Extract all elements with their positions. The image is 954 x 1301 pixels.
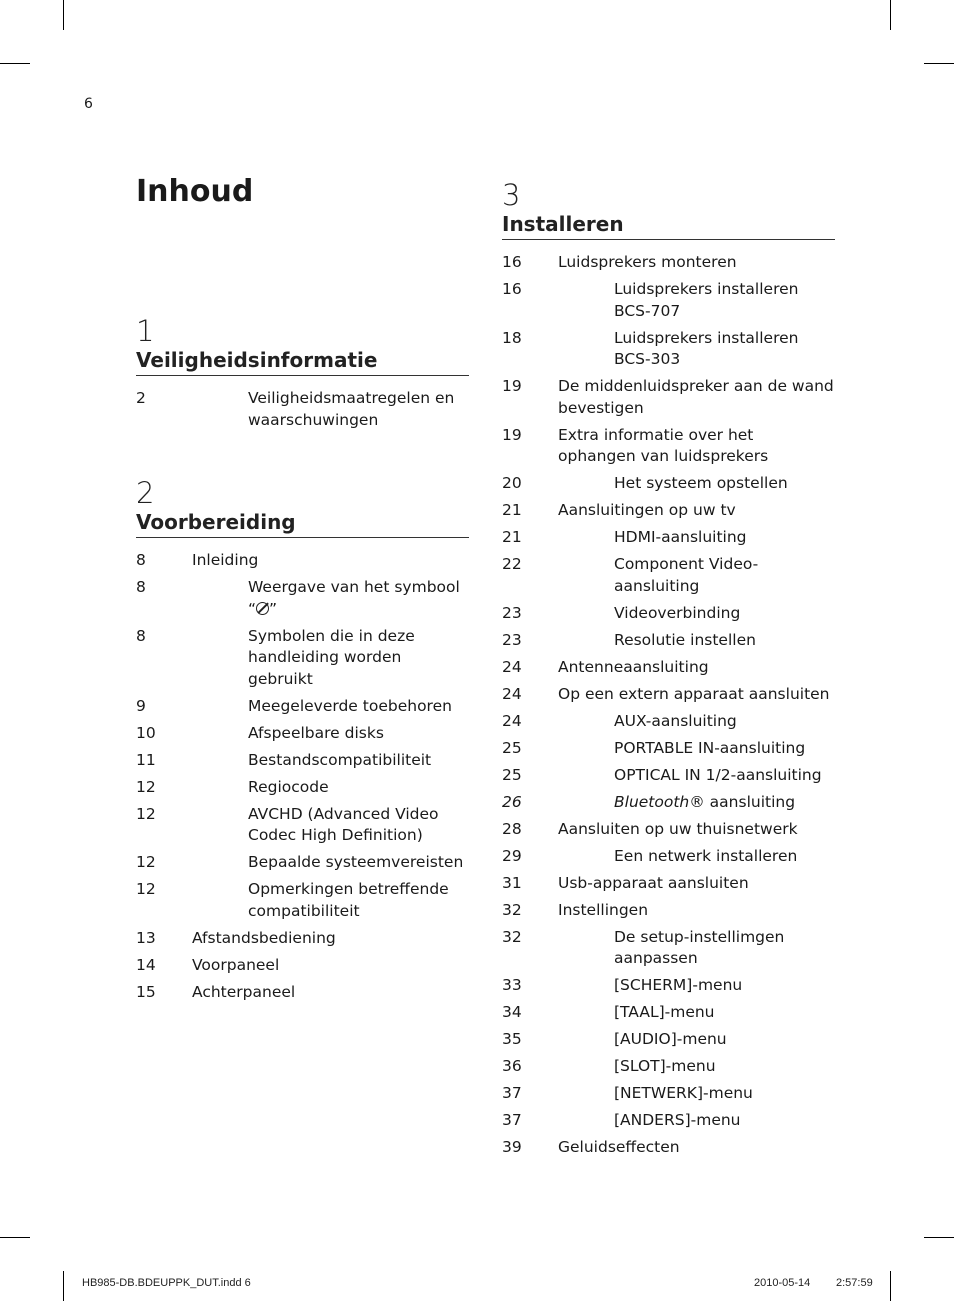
toc-entry-label: De middenluidspreker aan de wand bevestigen (558, 377, 834, 417)
toc-entry-label: AUX-aansluiting (614, 711, 737, 730)
toc-entry (502, 927, 835, 970)
toc-entry-label: Afstandsbediening (192, 928, 336, 947)
toc-entry-text (248, 626, 469, 691)
toc-entry-text (558, 252, 835, 274)
toc-page-number: 11 (136, 750, 156, 769)
toc-entry-text (614, 975, 835, 997)
toc-entry-label: Aansluiten op uw thuisnetwerk (558, 819, 798, 838)
toc-entry-label: ® aansluiting (689, 792, 796, 811)
toc-page-number: 31 (502, 873, 522, 892)
toc-entry-label: Regiocode (248, 777, 329, 796)
toc-page-number: 14 (136, 955, 156, 974)
prohibited-symbol-icon (256, 602, 269, 615)
toc-entry (136, 626, 469, 691)
toc-entry-text (614, 473, 835, 495)
toc-entry (502, 603, 835, 625)
toc-entry-text (558, 425, 835, 468)
toc-entry (502, 684, 835, 706)
toc-page-number: 29 (502, 846, 522, 865)
toc-entry-italic-text: Bluetooth (614, 792, 690, 811)
toc-entry-text (614, 792, 835, 814)
toc-entry-label: Voorpaneel (192, 955, 280, 974)
crop-mark (63, 0, 64, 30)
toc-entry-label: Een netwerk installeren (614, 846, 798, 865)
toc-entry-text (614, 1056, 835, 1078)
toc-page-number: 19 (502, 377, 522, 395)
toc-entry-label: De setup-instellimgen aanpassen (614, 927, 785, 967)
toc-entry-label: [AUDIO]-menu (614, 1030, 727, 1048)
toc-page-number: 12 (136, 853, 156, 871)
toc-page-number: 24 (502, 657, 522, 676)
toc-entry (502, 554, 835, 597)
toc-page-number: 32 (502, 900, 522, 919)
toc-entry-text (614, 1002, 835, 1024)
toc-page-number: 2 (136, 389, 146, 407)
toc-entry (136, 696, 469, 718)
toc-section-3 (502, 180, 835, 1164)
toc-entry (502, 1110, 835, 1132)
toc-entry-label: Luidsprekers monteren (558, 253, 737, 271)
toc-page-number: 12 (136, 777, 156, 796)
toc-page-number: 33 (502, 976, 522, 994)
toc-page-number: 21 (502, 528, 522, 546)
toc-entry (136, 852, 469, 874)
toc-entry (502, 1002, 835, 1024)
toc-entry (502, 765, 835, 787)
crop-mark (890, 0, 891, 30)
toc-entry (502, 252, 835, 274)
toc-entry-text (614, 711, 835, 733)
toc-entry (502, 846, 835, 868)
toc-entry-text (248, 777, 469, 799)
toc-page-number: 25 (502, 765, 522, 784)
toc-page-number: 16 (502, 253, 522, 271)
toc-page-number: 36 (502, 1057, 522, 1075)
toc-entry (136, 550, 469, 572)
toc-entry-label: [TAAL]-menu (614, 1003, 715, 1021)
toc-entry-text (614, 328, 835, 371)
toc-entry (502, 711, 835, 733)
crop-mark (890, 1271, 891, 1301)
page-title: Inhoud (136, 174, 254, 209)
toc-section-1 (136, 316, 469, 437)
toc-page-number: 10 (136, 723, 156, 742)
toc-entry-label: Het systeem opstellen (614, 474, 788, 492)
toc-entry-text (614, 603, 835, 625)
toc-entry (502, 900, 835, 922)
toc-page-number: 34 (502, 1003, 522, 1021)
toc-entry (136, 388, 469, 431)
toc-entry-label: Achterpaneel (192, 982, 296, 1001)
toc-entry (502, 630, 835, 652)
toc-entry-label: [SCHERM]-menu (614, 976, 743, 994)
toc-entry-text (614, 1083, 835, 1105)
toc-page-number: 37 (502, 1084, 522, 1102)
toc-page-number: 16 (502, 280, 522, 298)
toc-entry-label: [SLOT]-menu (614, 1057, 716, 1075)
toc-page-number: 19 (502, 425, 522, 444)
toc-entry (502, 819, 835, 841)
crop-mark (0, 1237, 30, 1238)
toc-entry (136, 879, 469, 922)
toc-entry-label: Resolutie instellen (614, 630, 756, 649)
toc-entry-label: Luidsprekers installeren BCS-707 (614, 280, 799, 320)
toc-entry-label: Luidsprekers installeren BCS-303 (614, 328, 799, 368)
toc-entry (136, 928, 469, 950)
toc-entry (502, 975, 835, 997)
toc-page-number: 37 (502, 1111, 522, 1129)
section-number: 2 (136, 476, 155, 510)
toc-page-number: 15 (136, 982, 156, 1001)
toc-entry-text (248, 696, 469, 718)
toc-page-number: 24 (502, 711, 522, 730)
toc-page-number: 32 (502, 927, 522, 946)
toc-entry-text (248, 577, 469, 620)
toc-entry-label: Meegeleverde toebehoren (248, 696, 452, 715)
toc-entry (502, 527, 835, 549)
toc-entry-label: PORTABLE IN-aansluiting (614, 738, 806, 757)
toc-entry (136, 982, 469, 1004)
section-title: Veiligheidsinformatie (136, 348, 469, 376)
toc-entry (502, 1137, 835, 1159)
toc-entry-text (558, 1137, 835, 1159)
footer-date: 2010-05-14 (754, 1277, 811, 1289)
toc-entry-label: Geluidseffecten (558, 1138, 680, 1156)
toc-entry-text (614, 527, 835, 549)
footer-filename: HB985-DB.BDEUPPK_DUT.indd 6 (82, 1277, 251, 1289)
toc-page-number: 21 (502, 501, 522, 519)
toc-entry-text (614, 630, 835, 652)
toc-entry-label: [ANDERS]-menu (614, 1111, 741, 1129)
toc-page-number: 23 (502, 603, 522, 622)
section-title: Installeren (502, 212, 835, 240)
toc-entry-text (614, 738, 835, 760)
toc-entry-label: Usb-apparaat aansluiten (558, 873, 749, 892)
toc-entry-label: Aansluitingen op uw tv (558, 501, 736, 519)
toc-page-number: 35 (502, 1030, 522, 1048)
toc-entry-text (248, 388, 469, 431)
toc-entry (502, 500, 835, 522)
toc-entry (502, 425, 835, 468)
page-number: 6 (84, 96, 93, 112)
toc-entry-label: Weergave van het symbool “ (248, 578, 460, 618)
toc-entry-label: Extra informatie over het ophangen van luidsprekers (558, 425, 769, 465)
toc-entry-text (558, 900, 835, 922)
toc-page-number: 28 (502, 819, 522, 838)
toc-entry (136, 777, 469, 799)
toc-entry-text (614, 554, 835, 597)
toc-entry (136, 750, 469, 772)
toc-page-number: 25 (502, 738, 522, 757)
toc-entry-text (248, 804, 469, 847)
toc-entry-text (192, 955, 469, 977)
toc-page-number: 9 (136, 696, 146, 715)
toc-entry-label: Component Video-aansluiting (614, 555, 759, 595)
toc-entry-label: Videoverbinding (614, 603, 741, 622)
toc-entry-label: Bestandscompatibiliteit (248, 750, 432, 769)
toc-page-number: 24 (502, 684, 522, 703)
footer-time: 2:57:59 (836, 1277, 873, 1289)
toc-entry-text (192, 550, 469, 572)
toc-entries (502, 252, 835, 1159)
toc-page-number: 18 (502, 328, 522, 347)
toc-entry (502, 1029, 835, 1051)
toc-entry-label: Bepaalde systeemvereisten (248, 853, 464, 871)
toc-entry-text (192, 982, 469, 1004)
toc-entry-label: Veiligheidsmaatregelen en waarschuwingen (248, 389, 455, 429)
toc-entry (502, 792, 835, 814)
toc-page-number: 23 (502, 630, 522, 649)
toc-entry (502, 328, 835, 371)
toc-page-number: 8 (136, 578, 146, 596)
toc-page-number: 22 (502, 555, 522, 573)
toc-entry (502, 279, 835, 322)
toc-entry-text (558, 819, 835, 841)
toc-entries (136, 388, 469, 431)
toc-entry (136, 804, 469, 847)
toc-entry-text (614, 279, 835, 322)
toc-section-2 (136, 478, 469, 1009)
toc-page-number: 8 (136, 626, 146, 645)
section-number: 3 (502, 178, 521, 212)
crop-mark (0, 63, 30, 64)
toc-entry (502, 1083, 835, 1105)
toc-entry (502, 657, 835, 679)
toc-entry-label: HDMI-aansluiting (614, 528, 747, 546)
toc-page-number: 12 (136, 804, 156, 823)
toc-entry-text (614, 846, 835, 868)
crop-mark (63, 1271, 64, 1301)
toc-entry-text (558, 500, 835, 522)
toc-page-number: 39 (502, 1138, 522, 1156)
toc-entry-label: AVCHD (Advanced Video Codec High Definition) (248, 804, 439, 844)
toc-entry (502, 376, 835, 419)
toc-entry-text (192, 928, 469, 950)
toc-entry-text (248, 852, 469, 874)
toc-entry (502, 1056, 835, 1078)
section-number: 1 (136, 314, 155, 348)
toc-entry-text (614, 927, 835, 970)
toc-page-number: 20 (502, 474, 522, 492)
toc-entry-label: Inleiding (192, 551, 259, 569)
toc-page-number: 26 (502, 792, 522, 811)
toc-entry-text (558, 684, 835, 706)
toc-entry-text (248, 879, 469, 922)
toc-entry-text (248, 750, 469, 772)
toc-entry-label: Opmerkingen betreffende compatibiliteit (248, 880, 449, 920)
toc-entry-text (614, 1110, 835, 1132)
toc-entry-text (614, 765, 835, 787)
toc-page-number: 13 (136, 928, 156, 947)
toc-entry (136, 577, 469, 620)
toc-entry (502, 738, 835, 760)
toc-page-number: 8 (136, 551, 146, 569)
toc-entry-label: Instellingen (558, 900, 649, 919)
toc-entry-label: OPTICAL IN 1/2-aansluiting (614, 765, 822, 784)
toc-entry-text (248, 723, 469, 745)
crop-mark (924, 63, 954, 64)
toc-entry-label: Afspeelbare disks (248, 723, 384, 742)
toc-entry-label: Symbolen die in deze handleiding worden gebruikt (248, 626, 415, 688)
toc-page-number: 12 (136, 880, 156, 898)
toc-entry-text (558, 657, 835, 679)
toc-entry-text (558, 376, 835, 419)
toc-entry (136, 723, 469, 745)
toc-entry (502, 473, 835, 495)
toc-entry-text (614, 1029, 835, 1051)
toc-entry (136, 955, 469, 977)
toc-entry-label: Op een extern apparaat aansluiten (558, 684, 830, 703)
toc-entry-label: [NETWERK]-menu (614, 1084, 753, 1102)
toc-entry-label: Antenneaansluiting (558, 657, 709, 676)
toc-entry (502, 873, 835, 895)
toc-entry-text (558, 873, 835, 895)
toc-entries (136, 550, 469, 1003)
crop-mark (924, 1237, 954, 1238)
toc-entry-label-suffix: ” (269, 599, 278, 618)
section-title: Voorbereiding (136, 510, 469, 538)
